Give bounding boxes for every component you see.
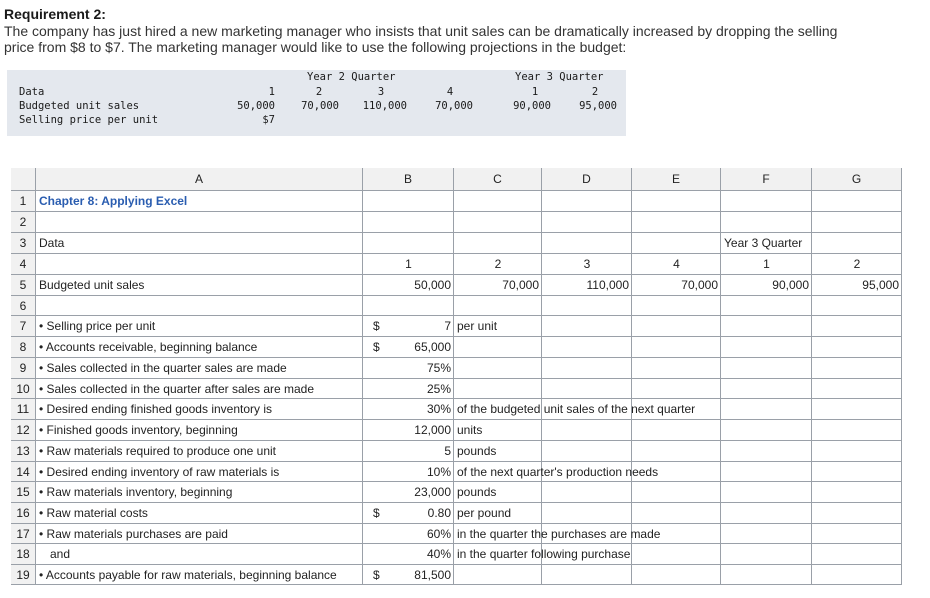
cell-e15[interactable] — [632, 482, 721, 503]
cell-f13[interactable] — [721, 441, 812, 462]
cell-e19[interactable] — [632, 565, 721, 585]
note-row-15: pounds — [457, 485, 497, 499]
cell-g7[interactable] — [812, 316, 902, 337]
note-row-18: in the quarter following purchase — [457, 547, 631, 561]
column-header-f[interactable]: F — [721, 168, 812, 191]
value-row-12: 12,000 — [414, 423, 451, 437]
selling-price-label: Selling price per unit — [19, 114, 159, 126]
proj-quarter-3: 3 — [377, 86, 385, 98]
proj-sales-4: 70,000 — [435, 100, 473, 112]
quarter-3: 3 — [583, 257, 591, 271]
proj-quarter-2: 2 — [315, 86, 323, 98]
budgeted-unit-sales-q5: 90,000 — [772, 278, 809, 292]
cell-c3[interactable] — [454, 233, 542, 254]
label-row-10: • Sales collected in the quarter after sales are made — [39, 382, 315, 396]
cell-f18[interactable] — [721, 544, 812, 565]
column-header-c[interactable]: C — [454, 168, 542, 191]
column-header-g[interactable]: G — [812, 168, 902, 191]
quarter-y3-2: 2 — [853, 257, 861, 271]
row-header-3[interactable]: 3 — [11, 233, 36, 254]
year2-quarter-label: Year 2 Quarter — [307, 71, 396, 83]
value-row-18: 40% — [426, 547, 451, 561]
budgeted-unit-sales-q4: 70,000 — [681, 278, 718, 292]
row-header-12[interactable]: 12 — [11, 420, 36, 441]
corner-cell — [11, 168, 36, 191]
column-header-b[interactable]: B — [363, 168, 454, 191]
row-header-4[interactable]: 4 — [11, 254, 36, 275]
cell-d16[interactable] — [542, 503, 632, 524]
cell-f11[interactable] — [721, 399, 812, 420]
row-header-2[interactable]: 2 — [11, 212, 36, 233]
cell-c9[interactable] — [454, 358, 542, 379]
cell-e10[interactable] — [632, 379, 721, 399]
cell-g1[interactable] — [812, 191, 902, 212]
data-label: Data — [39, 236, 65, 250]
cell-e9[interactable] — [632, 358, 721, 379]
cell-g8[interactable] — [812, 337, 902, 358]
label-row-17: • Raw materials purchases are paid — [39, 527, 228, 541]
cell-c1[interactable] — [454, 191, 542, 212]
cell-g3[interactable] — [812, 233, 902, 254]
cell-e18[interactable] — [632, 544, 721, 565]
dollar-sign-row-16: $ — [373, 506, 380, 520]
row-header-10[interactable]: 10 — [11, 379, 36, 399]
year3-quarter-label: Year 3 Quarter — [515, 71, 604, 83]
cell-d3[interactable] — [542, 233, 632, 254]
note-row-14: of the next quarter's production needs — [457, 465, 659, 479]
cell-g16[interactable] — [812, 503, 902, 524]
cell-d7[interactable] — [542, 316, 632, 337]
row-header-9[interactable]: 9 — [11, 358, 36, 379]
cell-f1[interactable] — [721, 191, 812, 212]
cell-f17[interactable] — [721, 524, 812, 544]
chapter-title: Chapter 8: Applying Excel — [39, 194, 188, 208]
cell-f2[interactable] — [721, 212, 812, 233]
cell-e2[interactable] — [632, 212, 721, 233]
cell-g18[interactable] — [812, 544, 902, 565]
data-row-label: Data — [19, 86, 45, 98]
value-row-10: 25% — [426, 382, 451, 396]
note-row-17: in the quarter the purchases are made — [457, 527, 661, 541]
cell-g12[interactable] — [812, 420, 902, 441]
cell-g11[interactable] — [812, 399, 902, 420]
requirement-title: Requirement 2: — [4, 6, 106, 22]
value-row-9: 75% — [426, 361, 451, 375]
row-header-1[interactable]: 1 — [11, 191, 36, 212]
cell-d1[interactable] — [542, 191, 632, 212]
proj-quarter-6: 2 — [591, 86, 599, 98]
projections-table — [7, 70, 626, 136]
requirement-header — [4, 5, 924, 55]
cell-c8[interactable] — [454, 337, 542, 358]
cell-b6[interactable] — [363, 296, 454, 316]
label-row-18: and — [50, 547, 71, 561]
quarter-2: 2 — [494, 257, 502, 271]
cell-a4[interactable] — [36, 254, 363, 275]
cell-b3[interactable] — [363, 233, 454, 254]
row-header-15[interactable]: 15 — [11, 482, 36, 503]
value-row-17: 60% — [426, 527, 451, 541]
note-row-11: of the budgeted unit sales of the next quarter — [457, 402, 696, 416]
cell-d12[interactable] — [542, 420, 632, 441]
dollar-sign-row-7: $ — [373, 319, 380, 333]
cell-e6[interactable] — [632, 296, 721, 316]
cell-g14[interactable] — [812, 462, 902, 482]
row-header-6[interactable]: 6 — [11, 296, 36, 316]
year3-quarter-heading: Year 3 Quarter — [724, 236, 803, 250]
row-header-13[interactable]: 13 — [11, 441, 36, 462]
cell-g13[interactable] — [812, 441, 902, 462]
cell-g10[interactable] — [812, 379, 902, 399]
row-header-5[interactable]: 5 — [11, 275, 36, 296]
cell-c2[interactable] — [454, 212, 542, 233]
spreadsheet — [11, 168, 902, 585]
row-header-7[interactable]: 7 — [11, 316, 36, 337]
cell-a6[interactable] — [36, 296, 363, 316]
dollar-sign-row-19: $ — [373, 568, 380, 582]
cell-f9[interactable] — [721, 358, 812, 379]
cell-f12[interactable] — [721, 420, 812, 441]
label-row-9: • Sales collected in the quarter sales are made — [39, 361, 287, 375]
cell-c10[interactable] — [454, 379, 542, 399]
budgeted-unit-sales-label: Budgeted unit sales — [19, 100, 140, 112]
cell-g15[interactable] — [812, 482, 902, 503]
proj-quarter-4: 4 — [446, 86, 454, 98]
quarter-4: 4 — [673, 257, 680, 271]
budgeted-unit-sales-q6: 95,000 — [862, 278, 899, 292]
cell-d15[interactable] — [542, 482, 632, 503]
cell-e1[interactable] — [632, 191, 721, 212]
column-header-d[interactable]: D — [542, 168, 632, 191]
value-row-7: 7 — [444, 319, 451, 333]
proj-sales-6: 95,000 — [579, 100, 617, 112]
row-header-14[interactable]: 14 — [11, 462, 36, 482]
dollar-sign-row-8: $ — [373, 340, 380, 354]
cell-f8[interactable] — [721, 337, 812, 358]
cell-e13[interactable] — [632, 441, 721, 462]
note-row-12: units — [457, 423, 483, 437]
cell-e12[interactable] — [632, 420, 721, 441]
proj-sales-3: 110,000 — [362, 100, 407, 112]
label-row-19: • Accounts payable for raw materials, beginning balance — [39, 568, 337, 582]
cell-g17[interactable] — [812, 524, 902, 544]
cell-d13[interactable] — [542, 441, 632, 462]
cell-d19[interactable] — [542, 565, 632, 585]
note-row-13: pounds — [457, 444, 497, 458]
budgeted-unit-sales-q2: 70,000 — [502, 278, 539, 292]
cell-g19[interactable] — [812, 565, 902, 585]
cell-g2[interactable] — [812, 212, 902, 233]
row-header-16[interactable]: 16 — [11, 503, 36, 524]
value-row-19: 81,500 — [414, 568, 451, 582]
note-row-7: per unit — [457, 319, 498, 333]
proj-sales-2: 70,000 — [301, 100, 339, 112]
proj-sales-5: 90,000 — [513, 100, 551, 112]
value-row-8: 65,000 — [414, 340, 451, 354]
cell-e8[interactable] — [632, 337, 721, 358]
label-row-8: • Accounts receivable, beginning balance — [39, 340, 258, 354]
row-header-17[interactable]: 17 — [11, 524, 36, 544]
cell-a2[interactable] — [36, 212, 363, 233]
budgeted-unit-sales-q1: 50,000 — [414, 278, 451, 292]
label-row-11: • Desired ending finished goods inventory is — [39, 402, 273, 416]
cell-d9[interactable] — [542, 358, 632, 379]
cell-d6[interactable] — [542, 296, 632, 316]
cell-e7[interactable] — [632, 316, 721, 337]
cell-c6[interactable] — [454, 296, 542, 316]
row-header-11[interactable]: 11 — [11, 399, 36, 420]
cell-f15[interactable] — [721, 482, 812, 503]
cell-f16[interactable] — [721, 503, 812, 524]
cell-c19[interactable] — [454, 565, 542, 585]
value-row-16: 0.80 — [427, 506, 451, 520]
label-row-15: • Raw materials inventory, beginning — [39, 485, 233, 499]
row-header-19[interactable]: 19 — [11, 565, 36, 585]
cell-f6[interactable] — [721, 296, 812, 316]
cell-d8[interactable] — [542, 337, 632, 358]
requirement-description-line1: The company has just hired a new marketing manager who insists that unit sales can be dramatically increased by dropping the selling — [4, 23, 838, 39]
row-header-18[interactable]: 18 — [11, 544, 36, 565]
cell-f19[interactable] — [721, 565, 812, 585]
cell-f10[interactable] — [721, 379, 812, 399]
value-row-14: 10% — [426, 465, 451, 479]
label-row-14: • Desired ending inventory of raw materials is — [39, 465, 280, 479]
cell-f14[interactable] — [721, 462, 812, 482]
cell-f7[interactable] — [721, 316, 812, 337]
cell-d2[interactable] — [542, 212, 632, 233]
value-row-13: 5 — [444, 444, 451, 458]
budgeted-unit-sales-label: Budgeted unit sales — [39, 278, 145, 292]
note-row-16: per pound — [457, 506, 512, 520]
cell-g6[interactable] — [812, 296, 902, 316]
cell-e16[interactable] — [632, 503, 721, 524]
requirement-description-line2: price from $8 to $7. The marketing manager would like to use the following projections in the budget: — [4, 39, 627, 55]
budgeted-unit-sales-q3: 110,000 — [586, 278, 629, 292]
value-row-11: 30% — [426, 402, 451, 416]
value-row-15: 23,000 — [414, 485, 451, 499]
cell-g9[interactable] — [812, 358, 902, 379]
label-row-13: • Raw materials required to produce one unit — [39, 444, 276, 458]
label-row-12: • Finished goods inventory, beginning — [39, 423, 238, 437]
proj-quarter-1: 1 — [268, 86, 275, 98]
cell-e3[interactable] — [632, 233, 721, 254]
cell-d10[interactable] — [542, 379, 632, 399]
row-header-8[interactable]: 8 — [11, 337, 36, 358]
quarter-y3-1: 1 — [763, 257, 770, 271]
proj-sales-1: 50,000 — [237, 100, 275, 112]
label-row-7: • Selling price per unit — [39, 319, 156, 333]
cell-b1[interactable] — [363, 191, 454, 212]
column-header-a[interactable]: A — [36, 168, 363, 191]
proj-selling-price: $7 — [262, 114, 275, 126]
label-row-16: • Raw material costs — [39, 506, 148, 520]
column-header-e[interactable]: E — [632, 168, 721, 191]
cell-b2[interactable] — [363, 212, 454, 233]
proj-quarter-5: 1 — [531, 86, 539, 98]
quarter-1: 1 — [405, 257, 412, 271]
